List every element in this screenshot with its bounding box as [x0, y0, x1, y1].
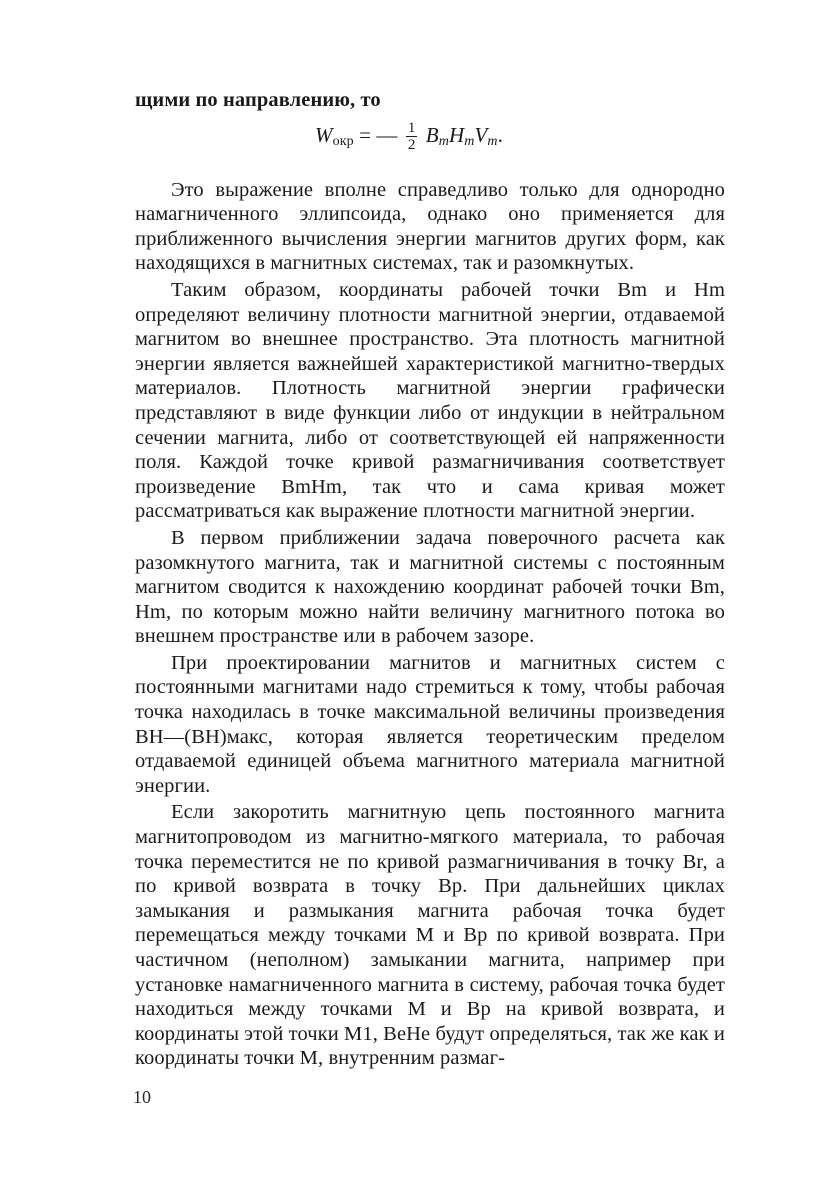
- formula-b-sub: m: [438, 133, 449, 149]
- fraction-numerator: 1: [407, 120, 416, 137]
- formula-h: H: [448, 122, 465, 147]
- page-number: 10: [133, 1087, 151, 1107]
- formula-eq: = —: [359, 122, 398, 147]
- lead-line: щими по направлению, то: [135, 89, 381, 111]
- formula-end: .: [497, 122, 503, 147]
- paragraph: Таким образом, координаты рабочей точки Bm и Hm определяют величину плотности магнитной энергии, отдаваемой магнитом во внешнее пространство. Эта плотность магнитной энергии является важнейшей характеристикой магнитно-твердых материалов. Плотность магнитной энергии графически представляют в виде функции либо от индукции в нейтральном сечении магнита, либо от соответствующей ей напряженности поля. Каждой точке кривой размагничивания соответствует произведение BmHm, так что и сама кривая может рассматриваться как выражение плотности магнитной энергии.: [135, 278, 725, 523]
- formula-lhs: W: [315, 122, 333, 147]
- formula-v: V: [474, 122, 488, 147]
- paragraph: Это выражение вполне справедливо только для однородно намагниченного эллипсоида, однако оно применяется для приближенного вычисления энергии магнитов других форм, как находящихся в магнитных системах, так и разомкнутых.: [135, 178, 725, 275]
- formula-b: B: [425, 122, 439, 147]
- formula-h-sub: m: [464, 133, 475, 149]
- paragraph: В первом приближении задача поверочного расчета как разомкнутого магнита, так и магнитной системы с постоянным магнитом сводится к нахождению координат рабочей точки Bm, Hm, по которым можно найти величину магнитного потока во внешнем пространстве или в рабочем зазоре.: [135, 526, 725, 648]
- formula-lhs-sub: окр: [332, 133, 354, 149]
- paragraph: Если закоротить магнитную цепь постоянного магнита магнитопроводом из магнитно-мягкого материала, то рабочая точка переместится не по кривой размагничивания в точку Br, а по кривой возврата в точку Bp. При дальнейших циклах замыкания и размыкания магнита рабочая точка будет перемещаться между точками M и Bp по кривой возврата. При частичном (неполном) замыкании магнита, например при установке намагниченного магнита в систему, рабочая точка будет находиться между точками M и Bp на кривой возврата, и координаты этой точки M1, BeHe будут определяться, так же как и координаты точки M, внутренним размаг-: [135, 801, 725, 1070]
- formula-fraction: [406, 120, 418, 153]
- formula-v-sub: m: [487, 133, 498, 149]
- energy-formula: [315, 117, 725, 160]
- fraction-denominator: 2: [407, 137, 416, 154]
- paragraph: При проектировании магнитов и магнитных систем с постоянными магнитами надо стремиться к тому, чтобы рабочая точка находилась в точке максимальной величины произведения BH—(BH)макс, которая является теоретическим пределом отдаваемой единицей объема магнитного материала магнитной энергии.: [135, 651, 725, 797]
- page-body: [135, 80, 725, 1071]
